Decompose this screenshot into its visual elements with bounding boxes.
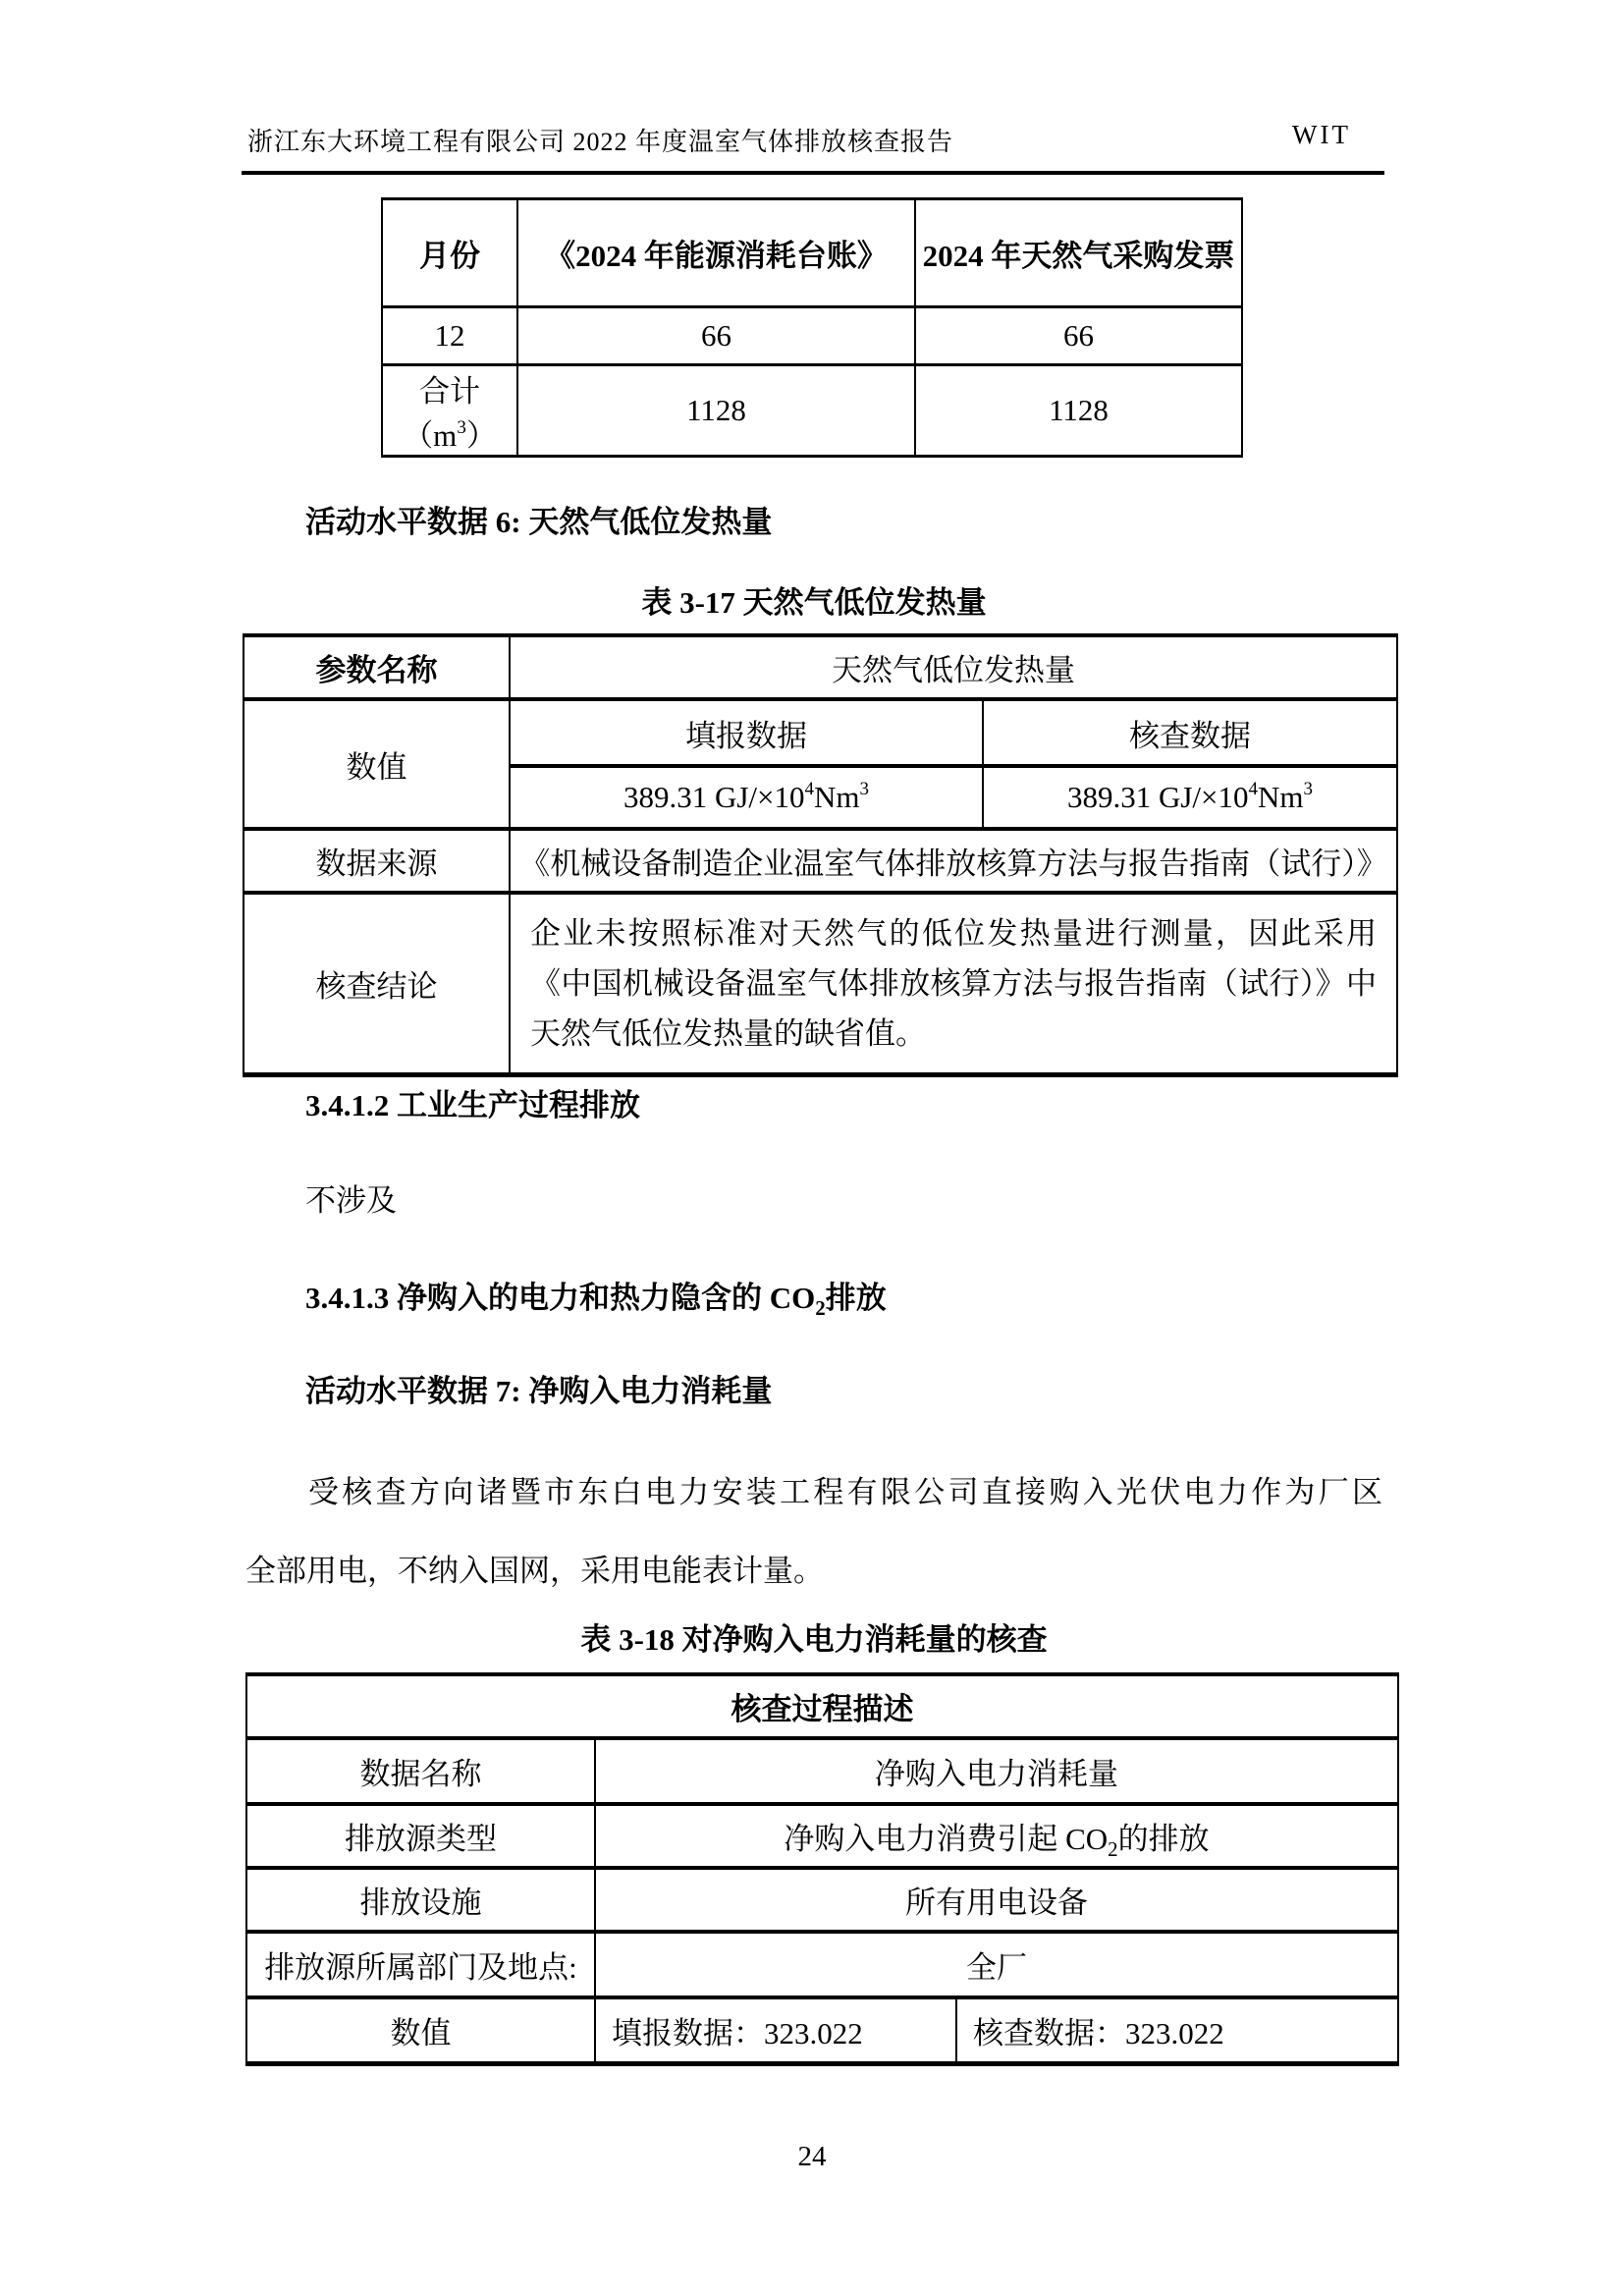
emission-type-value-cell: 净购入电力消费引起 $CO_2$的排放 [595, 1804, 1398, 1868]
conclusion-row [244, 893, 1397, 1075]
heading-activity-data-7: 活动水平数据 7: 净购入电力消耗量 [305, 1374, 773, 1408]
table-3-18 [245, 1672, 1399, 2066]
not-involved-text: 不涉及 [305, 1183, 397, 1218]
page-header-brand: WIT [1292, 120, 1351, 149]
page-header-title: 浙江东大环境工程有限公司 2022 年度温室气体排放核查报告 [247, 128, 954, 156]
emission-type-label-cell: 排放源类型 [246, 1804, 595, 1868]
cell-month-12: 12 [382, 307, 517, 365]
verified-value-cell: 389.31 $GJ/\times 10^4Nm^3$ [983, 766, 1397, 829]
superscript: 4 [804, 779, 815, 799]
subscript: 2 [1108, 1837, 1118, 1861]
gas-consumption-table [381, 197, 1243, 458]
source-row [244, 829, 1397, 893]
value-label-cell: 数值 [246, 1997, 595, 2063]
param-label-cell: 参数名称 [244, 635, 510, 699]
process-header-row [246, 1674, 1398, 1738]
superscript: 3 [859, 779, 870, 799]
conclusion-value-cell: 企业未按照标准对天然气的低位发热量进行测量，因此采用《中国机械设备温室气体排放核算方法与报告指南（试行）》中天然气低位发热量的缺省值。 [510, 893, 1397, 1075]
data-name-value-cell: 净购入电力消耗量 [595, 1738, 1398, 1804]
data-name-label-cell: 数据名称 [246, 1738, 595, 1804]
verified-value-cell: 核查数据：323.022 [956, 1997, 1398, 2063]
process-header-cell: 核查过程描述 [246, 1674, 1398, 1738]
superscript: 4 [1248, 779, 1259, 799]
paragraph-line-1: 受核查方向诸暨市东白电力安装工程有限公司直接购入光伏电力作为厂区 [308, 1475, 1382, 1509]
col-header-month: 月份 [382, 199, 517, 307]
table-row-total [382, 365, 1242, 457]
cell-total-invoice: 1128 [915, 365, 1242, 457]
page-number: 24 [797, 2141, 827, 2172]
subscript: 2 [815, 1296, 826, 1320]
facility-row [246, 1868, 1398, 1932]
superscript: 3 [457, 417, 466, 438]
reported-value-cell: 389.31 $GJ/\times 10^4Nm^3$ [510, 766, 983, 829]
facility-label-cell: 排放设施 [246, 1868, 595, 1932]
table-3-18-title: 表 3-18 对净购入电力消耗量的核查 [580, 1622, 1048, 1657]
conclusion-label-cell: 核查结论 [244, 893, 510, 1075]
table-3-17-title: 表 3-17 天然气低位发热量 [641, 585, 987, 620]
department-value-cell: 全厂 [595, 1932, 1398, 1997]
total-label-line2: $(m^3)$ [403, 417, 497, 453]
cell-total-label [382, 365, 517, 457]
emission-type-row [246, 1804, 1398, 1868]
department-row [246, 1932, 1398, 1997]
table-3-17 [243, 633, 1398, 1077]
cell-total-ledger: 1128 [517, 365, 915, 457]
heading-activity-data-6: 活动水平数据 6: 天然气低位发热量 [305, 505, 773, 539]
col-header-ledger: 《2024 年能源消耗台账》 [517, 199, 915, 307]
heading-3-4-1-3: 3.4.1.3 净购入的电力和热力隐含的 $CO_2$排放 [305, 1281, 887, 1320]
table-header-row [382, 199, 1242, 307]
cell-invoice-12: 66 [915, 307, 1242, 365]
header-divider [242, 171, 1384, 175]
superscript: 3 [1303, 779, 1314, 799]
value-label-cell: 数值 [244, 699, 510, 829]
total-label-line1: 合计 [419, 374, 480, 409]
table-row [382, 307, 1242, 365]
col-header-invoice: 2024 年天然气采购发票 [915, 199, 1242, 307]
cell-ledger-12: 66 [517, 307, 915, 365]
body-paragraph [245, 1453, 1382, 1611]
reported-label-cell: 填报数据 [510, 699, 983, 766]
paragraph-line-2: 全部用电，不纳入国网，采用电能表计量。 [245, 1554, 824, 1588]
value-header-row [244, 699, 1397, 766]
reported-value-cell: 填报数据：323.022 [595, 1997, 956, 2063]
value-row [246, 1997, 1398, 2063]
department-label-cell: 排放源所属部门及地点: [246, 1932, 595, 1997]
source-label-cell: 数据来源 [244, 829, 510, 893]
verified-label-cell: 核查数据 [983, 699, 1397, 766]
heading-3-4-1-2: 3.4.1.2 工业生产过程排放 [305, 1088, 640, 1122]
facility-value-cell: 所有用电设备 [595, 1868, 1398, 1932]
param-value-cell: 天然气低位发热量 [510, 635, 1397, 699]
param-row [244, 635, 1397, 699]
data-name-row [246, 1738, 1398, 1804]
source-value-cell: 《机械设备制造企业温室气体排放核算方法与报告指南（试行）》 [510, 829, 1397, 893]
